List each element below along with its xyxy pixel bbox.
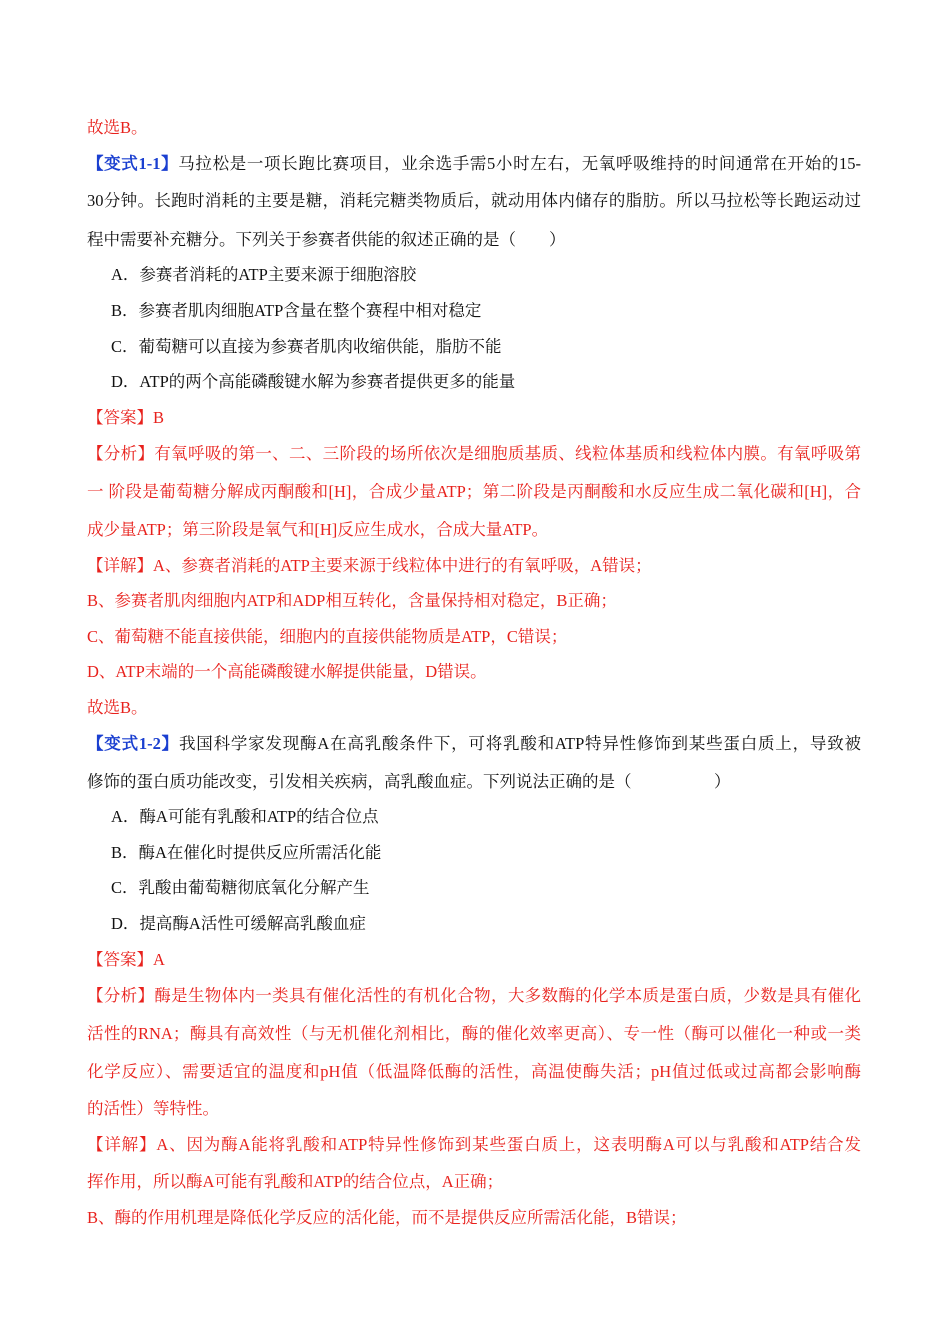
question-stem-line: 程中需要补充糖分。下列关于参赛者供能的叙述正确的是（ ） [87, 230, 566, 249]
question-stem-line: 【变式1-1】马拉松是一项长跑比赛项目，业余选手需5小时左右，无氧呼吸维持的时间通常在开始的15- [87, 154, 861, 173]
variant-tag: 【变式1-2】 [87, 734, 179, 753]
detail-line: D、ATP末端的一个高能磷酸键水解提供能量，D错误。 [87, 662, 487, 681]
answer-line: 【答案】B [87, 408, 165, 427]
detail-line: 挥作用，所以酶A可能有乳酸和ATP的结合位点，A正确； [87, 1172, 504, 1191]
option-d: D．ATP的两个高能磷酸键水解为参赛者提供更多的能量 [111, 372, 516, 391]
detail-line: B、参赛者肌肉细胞内ATP和ADP相互转化，含量保持相对稳定，B正确； [87, 591, 617, 610]
option-c: C．乳酸由葡萄糖彻底氧化分解产生 [111, 878, 370, 897]
option-a: A．参赛者消耗的ATP主要来源于细胞溶胶 [111, 265, 417, 284]
option-c: C．葡萄糖可以直接为参赛者肌肉收缩供能，脂肪不能 [111, 337, 502, 356]
detail-tag: 【详解】 [87, 556, 153, 575]
option-a: A．酶A可能有乳酸和ATP的结合位点 [111, 807, 379, 826]
detail-line: C、葡萄糖不能直接供能，细胞内的直接供能物质是ATP，C错误； [87, 627, 568, 646]
analysis-line: 成少量ATP；第三阶段是氧气和[H]反应生成水，合成大量ATP。 [87, 520, 549, 539]
answer-line: 【答案】A [87, 950, 165, 969]
option-b: B．参赛者肌肉细胞ATP含量在整个赛程中相对稳定 [111, 301, 482, 320]
analysis-tag: 【分析】 [87, 986, 155, 1005]
analysis-line: 【分析】酶是生物体内一类具有催化活性的有机化合物，大多数酶的化学本质是蛋白质，少数是具有催化 [87, 986, 862, 1005]
conclusion-text: 故选B。 [87, 698, 148, 717]
question-stem-line: 修饰的蛋白质功能改变，引发相关疾病，高乳酸血症。下列说法正确的是（ ） [87, 772, 731, 791]
question-stem-line: 【变式1-2】我国科学家发现酶A在高乳酸条件下，可将乳酸和ATP特异性修饰到某些蛋白质上，导致被 [87, 734, 861, 753]
detail-line: 【详解】A、参赛者消耗的ATP主要来源于线粒体中进行的有氧呼吸，A错误； [87, 556, 652, 575]
option-b: B．酶A在催化时提供反应所需活化能 [111, 843, 382, 862]
analysis-line: 化学反应）、需要适宜的温度和pH值（低温降低酶的活性，高温使酶失活；pH值过低或过高都会影响酶 [87, 1062, 861, 1081]
detail-line: B、酶的作用机理是降低化学反应的活化能，而不是提供反应所需活化能，B错误； [87, 1208, 687, 1227]
variant-tag: 【变式1-1】 [87, 154, 179, 173]
analysis-tag: 【分析】 [87, 444, 155, 463]
detail-tag: 【详解】 [87, 1135, 157, 1154]
question-stem-line: 30分钟。长跑时消耗的主要是糖，消耗完糖类物质后，就动用体内储存的脂肪。所以马拉松等长跑运动过 [87, 191, 861, 210]
option-d: D．提高酶A活性可缓解高乳酸血症 [111, 914, 366, 933]
detail-line: 【详解】A、因为酶A能将乳酸和ATP特异性修饰到某些蛋白质上，这表明酶A可以与乳酸和ATP结合发 [87, 1135, 861, 1154]
analysis-line: 活性的RNA；酶具有高效性（与无机催化剂相比，酶的催化效率更高）、专一性（酶可以催化一种或一类 [87, 1024, 861, 1043]
analysis-line: 一 阶段是葡萄糖分解成丙酮酸和[H]，合成少量ATP；第二阶段是丙酮酸和水反应生成二氧化碳和[H]，合 [87, 482, 861, 501]
conclusion-text: 故选B。 [87, 118, 148, 137]
analysis-line: 【分析】有氧呼吸的第一、二、三阶段的场所依次是细胞质基质、线粒体基质和线粒体内膜。有氧呼吸第 [87, 444, 862, 463]
analysis-line: 的活性）等特性。 [87, 1099, 219, 1118]
